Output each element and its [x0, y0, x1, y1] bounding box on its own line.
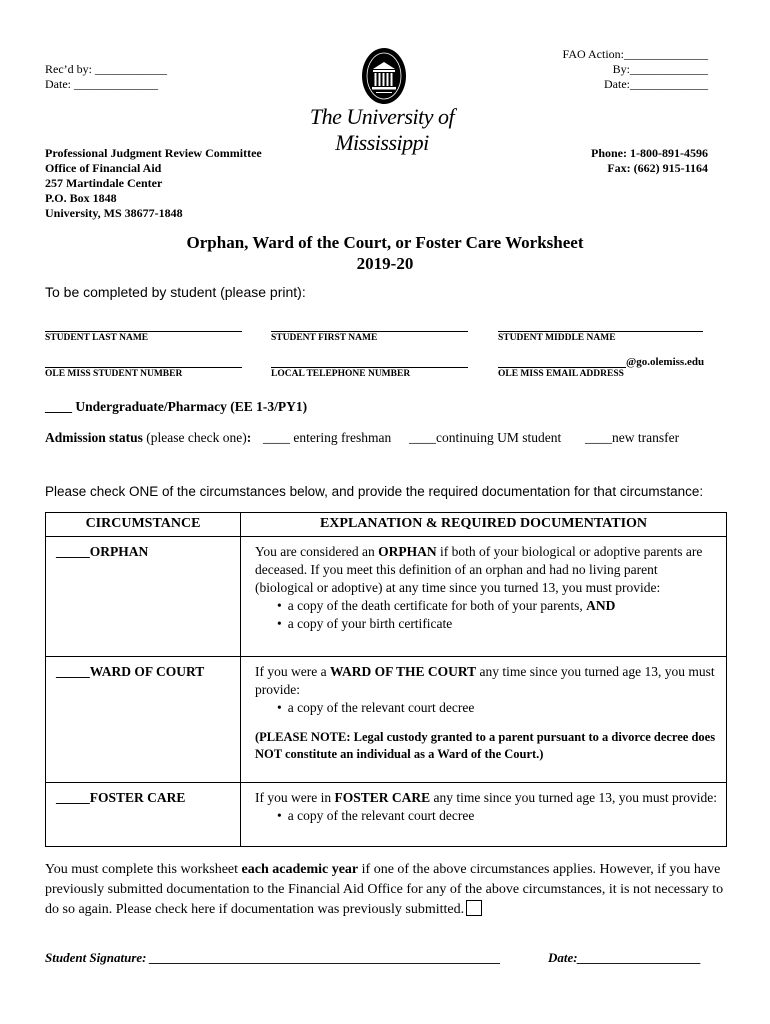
signature-date-line[interactable]: Date:___________________ [548, 950, 702, 965]
office-line: Office of Financial Aid [45, 161, 162, 175]
foster-care-option[interactable]: _____FOSTER CARE [46, 783, 241, 847]
first-name-field[interactable] [271, 331, 468, 343]
foster-requirements [277, 807, 718, 825]
ward-emphasis: WARD OF THE COURT [329, 664, 477, 679]
telephone-field[interactable] [271, 367, 468, 379]
footer-text: You must complete this worksheet [45, 862, 242, 877]
title-main: Orphan, Ward of the Court, or Foster Care Worksheet [186, 233, 584, 252]
foster-text-rest: any time since you turned age 13, you must provide: [430, 790, 717, 805]
circumstance-prompt: Please check ONE of the circumstances below, and provide the required documentation for that circumstance: [45, 484, 704, 499]
last-name-field[interactable] [45, 331, 242, 343]
fao-action: FAO Action:______________ [562, 47, 708, 61]
previously-submitted-checkbox[interactable] [466, 900, 482, 916]
title-year: 2019-20 [356, 254, 414, 273]
new-transfer-option[interactable]: ____new transfer [585, 430, 680, 445]
foster-emphasis: FOSTER CARE [334, 790, 431, 805]
fao-by: By:_____________ [612, 62, 708, 76]
office-fax: Fax: (662) 915-1164 [607, 161, 708, 175]
student-number-field[interactable] [45, 367, 242, 379]
list-item: • a copy of the relevant court decree [277, 699, 718, 717]
university-name-logo: The University of Mississippi [309, 104, 455, 155]
last-name-label: STUDENT LAST NAME [45, 333, 149, 343]
ward-explanation [241, 657, 727, 783]
email-suffix: @go.olemiss.edu [626, 356, 705, 368]
footer-text-rest: if one of the above circumstances applies. However, if you have previously submitted documentation to the Financial Aid Office for any of the above circumstances, it is not necessary to do so again. Please check here if documentation was previously submitted. [45, 862, 724, 917]
office-address [45, 146, 262, 221]
orphan-option[interactable]: _____ORPHAN [46, 537, 241, 657]
ward-text: If you were a [255, 664, 330, 679]
office-line: 257 Martindale Center [45, 176, 163, 190]
orphan-text: You are considered an [255, 544, 379, 559]
student-signature-line[interactable]: Student Signature: ______________________________________________________ [45, 950, 501, 965]
email-label: OLE MISS EMAIL ADDRESS [498, 369, 624, 379]
admission-colon: : [246, 430, 252, 445]
entering-freshman-option[interactable]: ____ entering freshman [263, 430, 392, 445]
office-line: P.O. Box 1848 [45, 191, 117, 205]
table-row [46, 783, 727, 847]
ward-text-rest: any time since you turned age 13, you must provide: [255, 664, 715, 697]
foster-text: If you were in [255, 790, 335, 805]
table-row [46, 657, 727, 783]
ward-note: (PLEASE NOTE: Legal custody granted to a parent pursuant to a divorce decree does NOT constitute an individual as a Ward of the Court.) [255, 730, 716, 761]
office-line: University, MS 38677-1848 [45, 206, 183, 220]
office-phone: Phone: 1-800-891-4596 [591, 146, 708, 160]
fao-block [563, 47, 708, 92]
col-circumstance-header: CIRCUMSTANCE [46, 513, 241, 537]
orphan-emphasis: ORPHAN [378, 544, 437, 559]
university-seal-icon [361, 47, 407, 105]
instruction-text: To be completed by student (please print): [45, 284, 306, 300]
admission-label: Admission status [45, 430, 143, 445]
worksheet-title [0, 232, 770, 274]
ward-requirements [277, 699, 718, 717]
circumstance-table [45, 512, 727, 847]
program-option[interactable]: ____ Undergraduate/Pharmacy (EE 1-3/PY1) [45, 399, 308, 414]
office-line: Professional Judgment Review Committee [45, 146, 262, 160]
first-name-label: STUDENT FIRST NAME [271, 333, 378, 343]
middle-name-label: STUDENT MIDDLE NAME [498, 333, 616, 343]
admission-hint: (please check one) [142, 430, 247, 445]
received-block [45, 62, 167, 92]
list-item: • a copy of the death certificate for both of your parents, AND [277, 597, 718, 615]
footer-paragraph [45, 860, 735, 920]
received-date: Date: ______________ [45, 77, 158, 91]
table-header-row [46, 513, 727, 537]
admission-status [45, 430, 735, 446]
student-number-label: OLE MISS STUDENT NUMBER [45, 369, 183, 379]
continuing-student-option[interactable]: ____continuing UM student [409, 430, 562, 445]
col-explanation-header: EXPLANATION & REQUIRED DOCUMENTATION [241, 513, 727, 537]
ward-of-court-option[interactable]: _____WARD OF COURT [46, 657, 241, 783]
foster-explanation [241, 783, 727, 847]
office-contact [591, 146, 708, 176]
fao-date: Date:_____________ [604, 77, 708, 91]
middle-name-field[interactable] [498, 331, 703, 343]
footer-emphasis: each academic year [241, 862, 359, 877]
list-item: • a copy of your birth certificate [277, 615, 718, 633]
telephone-label: LOCAL TELEPHONE NUMBER [271, 369, 411, 379]
list-item: • a copy of the relevant court decree [277, 807, 718, 825]
received-by: Rec’d by: ____________ [45, 62, 167, 76]
orphan-requirements [277, 597, 718, 633]
orphan-text-rest: if both of your biological or adoptive parents are deceased. If you meet this definition of an orphan and had no living parent (biological or adoptive) at any time since you turned 13, you must provide: [255, 544, 703, 595]
email-field[interactable] [498, 367, 626, 379]
table-row [46, 537, 727, 657]
orphan-explanation [241, 537, 727, 657]
